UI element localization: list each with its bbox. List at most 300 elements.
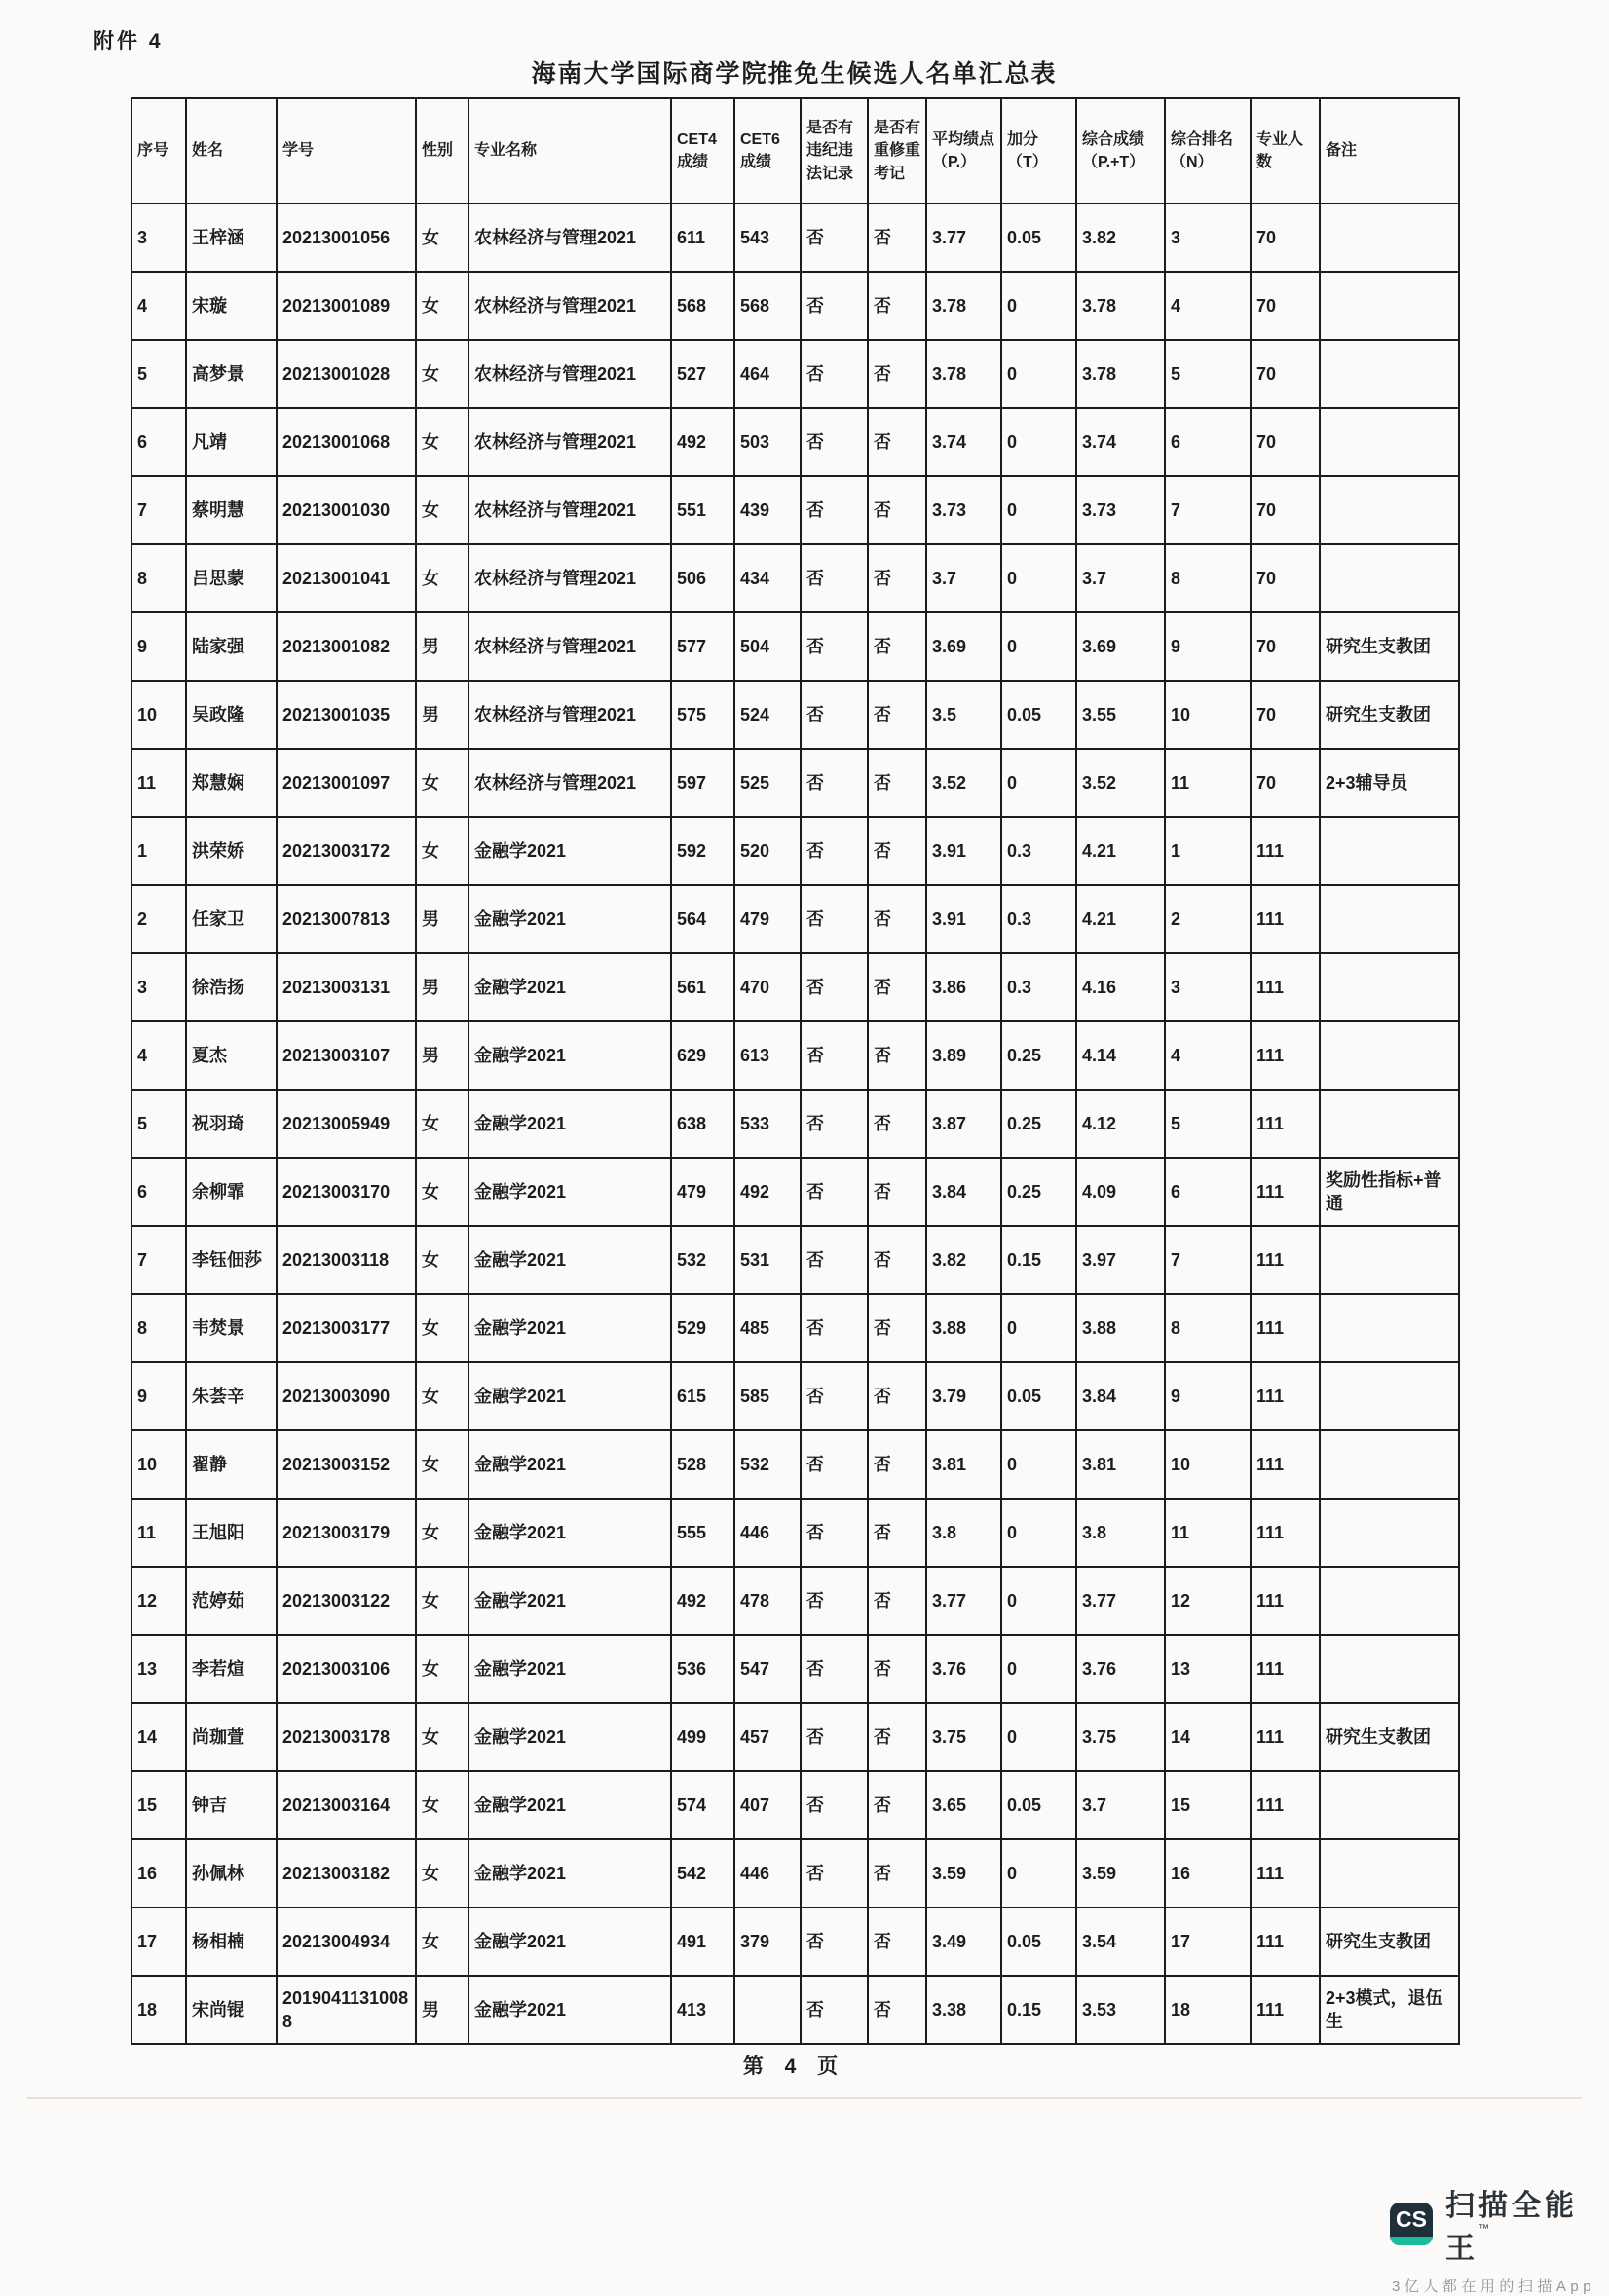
table-cell: 0 <box>1001 408 1076 476</box>
table-cell: 575 <box>671 681 734 749</box>
table-row <box>131 1703 1459 1771</box>
table-cell: 否 <box>801 749 868 817</box>
table-cell: 否 <box>801 476 868 544</box>
table-cell: 14 <box>131 1703 186 1771</box>
table-cell: 女 <box>416 1635 468 1703</box>
table-cell: 否 <box>868 1703 926 1771</box>
table-cell: 宋璇 <box>186 272 277 340</box>
trademark-mark: ™ <box>1478 2223 1489 2235</box>
table-cell: 3.78 <box>926 272 1001 340</box>
column-header: 专业人数 <box>1251 98 1320 204</box>
table-cell: 15 <box>131 1771 186 1839</box>
table-cell: 研究生支教团 <box>1320 681 1459 749</box>
table-cell: 3.91 <box>926 817 1001 885</box>
table-cell: 女 <box>416 817 468 885</box>
table-cell: 3.88 <box>926 1294 1001 1362</box>
table-cell: 否 <box>868 1021 926 1090</box>
table-cell: 0 <box>1001 1430 1076 1499</box>
table-cell: 否 <box>801 1158 868 1226</box>
table-cell: 3.77 <box>1076 1567 1165 1635</box>
table-cell: 金融学2021 <box>468 1635 671 1703</box>
table-cell: 434 <box>734 544 801 612</box>
table-cell: 3.89 <box>926 1021 1001 1090</box>
table-cell <box>1320 1362 1459 1430</box>
table-cell: 4 <box>1165 272 1251 340</box>
table-cell: 20213003179 <box>277 1499 416 1567</box>
table-cell: 3.78 <box>926 340 1001 408</box>
table-cell: 韦焚景 <box>186 1294 277 1362</box>
table-cell: 否 <box>868 749 926 817</box>
attachment-label: 附件 4 <box>94 30 164 53</box>
table-cell: 奖励性指标+普通 <box>1320 1158 1459 1226</box>
table-cell: 20213003118 <box>277 1226 416 1294</box>
table-cell: 4 <box>1165 1021 1251 1090</box>
table-row <box>131 1021 1459 1090</box>
table-cell: 3.76 <box>1076 1635 1165 1703</box>
table-cell: 20213003107 <box>277 1021 416 1090</box>
table-cell <box>1320 817 1459 885</box>
table-cell: 农林经济与管理2021 <box>468 681 671 749</box>
table-cell: 506 <box>671 544 734 612</box>
table-cell: 2 <box>131 885 186 953</box>
table-cell: 否 <box>801 1976 868 2044</box>
table-cell: 12 <box>131 1567 186 1635</box>
table-cell: 20213001082 <box>277 612 416 681</box>
table-cell: 否 <box>801 817 868 885</box>
table-cell: 3.86 <box>926 953 1001 1021</box>
table-cell: 否 <box>868 408 926 476</box>
table-cell: 2+3模式，退伍生 <box>1320 1976 1459 2044</box>
table-cell: 女 <box>416 1362 468 1430</box>
table-cell: 否 <box>801 612 868 681</box>
table-cell: 111 <box>1251 1499 1320 1567</box>
table-cell: 491 <box>671 1907 734 1976</box>
table-cell: 孙佩林 <box>186 1839 277 1907</box>
table-cell: 3.91 <box>926 885 1001 953</box>
footer-page-number: 第 4 页 <box>742 2055 846 2078</box>
table-cell: 504 <box>734 612 801 681</box>
table-cell: 15 <box>1165 1771 1251 1839</box>
table-cell: 20213004934 <box>277 1907 416 1976</box>
table-cell: 尚珈萱 <box>186 1703 277 1771</box>
table-cell: 0 <box>1001 1567 1076 1635</box>
table-cell: 8 <box>131 1294 186 1362</box>
table-cell: 111 <box>1251 1907 1320 1976</box>
table-cell: 男 <box>416 885 468 953</box>
table-cell: 479 <box>734 885 801 953</box>
table-cell: 否 <box>868 1090 926 1158</box>
table-cell: 3.84 <box>926 1158 1001 1226</box>
table-cell: 0.05 <box>1001 1362 1076 1430</box>
table-cell: 3.52 <box>1076 749 1165 817</box>
table-cell: 20213005949 <box>277 1090 416 1158</box>
table-cell: 9 <box>131 612 186 681</box>
table-cell: 农林经济与管理2021 <box>468 204 671 272</box>
table-row <box>131 1158 1459 1226</box>
table-cell: 479 <box>671 1158 734 1226</box>
table-cell: 503 <box>734 408 801 476</box>
table-cell: 金融学2021 <box>468 1158 671 1226</box>
table-cell: 20213001030 <box>277 476 416 544</box>
table-cell: 3.77 <box>926 204 1001 272</box>
table-cell: 否 <box>801 953 868 1021</box>
table-cell: 金融学2021 <box>468 1907 671 1976</box>
table-cell: 111 <box>1251 1976 1320 2044</box>
table-cell: 485 <box>734 1294 801 1362</box>
table-cell: 宋尚锟 <box>186 1976 277 2044</box>
app-name-text: 扫描全能王 <box>1445 2190 1578 2265</box>
table-cell: 574 <box>671 1771 734 1839</box>
table-cell: 555 <box>671 1499 734 1567</box>
table-cell: 111 <box>1251 1362 1320 1430</box>
table-cell: 111 <box>1251 1703 1320 1771</box>
table-cell: 金融学2021 <box>468 1362 671 1430</box>
table-cell: 111 <box>1251 1090 1320 1158</box>
table-cell: 否 <box>801 1430 868 1499</box>
table-cell: 10 <box>1165 681 1251 749</box>
table-cell: 20190411310088 <box>277 1976 416 2044</box>
table-cell: 钟吉 <box>186 1771 277 1839</box>
table-cell: 吕思蒙 <box>186 544 277 612</box>
table-cell: 否 <box>868 340 926 408</box>
table-cell: 女 <box>416 1158 468 1226</box>
table-cell: 女 <box>416 1567 468 1635</box>
cs-logo-letters: CS <box>1396 2206 1427 2232</box>
table-cell: 女 <box>416 476 468 544</box>
table-row <box>131 1567 1459 1635</box>
table-cell: 否 <box>801 1567 868 1635</box>
table-cell: 6 <box>1165 1158 1251 1226</box>
table-cell: 否 <box>801 1226 868 1294</box>
table-cell: 3.8 <box>1076 1499 1165 1567</box>
table-cell: 朱荟辛 <box>186 1362 277 1430</box>
column-header: 是否有重修重考记 <box>868 98 926 204</box>
table-cell: 528 <box>671 1430 734 1499</box>
table-cell: 5 <box>1165 340 1251 408</box>
table-cell: 439 <box>734 476 801 544</box>
table-cell: 凡靖 <box>186 408 277 476</box>
table-cell: 70 <box>1251 749 1320 817</box>
table-cell: 女 <box>416 272 468 340</box>
column-header: 综合排名（N） <box>1165 98 1251 204</box>
table-cell: 551 <box>671 476 734 544</box>
table-row <box>131 1635 1459 1703</box>
table-cell: 金融学2021 <box>468 1976 671 2044</box>
table-row <box>131 1294 1459 1362</box>
table-cell: 否 <box>868 1362 926 1430</box>
table-cell: 3.81 <box>1076 1430 1165 1499</box>
table-cell: 郑慧娴 <box>186 749 277 817</box>
table-cell: 研究生支教团 <box>1320 1703 1459 1771</box>
table-cell: 0 <box>1001 340 1076 408</box>
table-cell: 女 <box>416 1430 468 1499</box>
table-cell: 陆家强 <box>186 612 277 681</box>
table-cell: 20213001028 <box>277 340 416 408</box>
table-cell: 8 <box>1165 1294 1251 1362</box>
table-cell: 3.69 <box>1076 612 1165 681</box>
table-cell: 金融学2021 <box>468 1430 671 1499</box>
table-cell: 0.25 <box>1001 1021 1076 1090</box>
table-cell: 543 <box>734 204 801 272</box>
table-cell: 446 <box>734 1839 801 1907</box>
table-cell: 70 <box>1251 681 1320 749</box>
table-cell: 0.05 <box>1001 1771 1076 1839</box>
table-cell: 3 <box>1165 204 1251 272</box>
table-cell: 3.5 <box>926 681 1001 749</box>
table-cell: 0.25 <box>1001 1090 1076 1158</box>
table-cell: 3.52 <box>926 749 1001 817</box>
column-header: 平均绩点（P.） <box>926 98 1001 204</box>
page-title: 海南大学国际商学院推免生候选人名单汇总表 <box>531 60 1058 88</box>
table-cell: 542 <box>671 1839 734 1907</box>
table-cell: 否 <box>801 544 868 612</box>
table-cell: 男 <box>416 612 468 681</box>
table-cell: 111 <box>1251 1294 1320 1362</box>
table-cell: 0.15 <box>1001 1976 1076 2044</box>
table-cell: 男 <box>416 681 468 749</box>
column-header: 加分（T） <box>1001 98 1076 204</box>
table-cell: 3.7 <box>1076 544 1165 612</box>
table-cell: 否 <box>868 612 926 681</box>
table-cell: 否 <box>868 885 926 953</box>
table-cell <box>1320 885 1459 953</box>
table-cell: 否 <box>868 476 926 544</box>
table-cell: 否 <box>868 1635 926 1703</box>
table-cell: 457 <box>734 1703 801 1771</box>
table-cell: 金融学2021 <box>468 1499 671 1567</box>
table-cell: 532 <box>734 1430 801 1499</box>
table-cell: 金融学2021 <box>468 885 671 953</box>
table-cell: 金融学2021 <box>468 1703 671 1771</box>
table-cell: 111 <box>1251 1021 1320 1090</box>
table-cell: 3.78 <box>1076 340 1165 408</box>
table-cell: 3.74 <box>1076 408 1165 476</box>
column-header: 是否有违纪违法记录 <box>801 98 868 204</box>
table-cell: 农林经济与管理2021 <box>468 476 671 544</box>
table-cell: 2+3辅导员 <box>1320 749 1459 817</box>
table-cell: 111 <box>1251 1635 1320 1703</box>
table-cell: 7 <box>131 1226 186 1294</box>
table-cell: 3.97 <box>1076 1226 1165 1294</box>
table-cell: 20213003182 <box>277 1839 416 1907</box>
table-cell: 6 <box>131 408 186 476</box>
table-cell: 0 <box>1001 476 1076 544</box>
table-cell: 70 <box>1251 408 1320 476</box>
table-row <box>131 953 1459 1021</box>
table-cell: 20213001035 <box>277 681 416 749</box>
table-cell: 536 <box>671 1635 734 1703</box>
table-cell: 0 <box>1001 1635 1076 1703</box>
table-cell: 金融学2021 <box>468 1021 671 1090</box>
summary-table <box>131 97 1460 2045</box>
table-cell: 3.65 <box>926 1771 1001 1839</box>
table-row <box>131 476 1459 544</box>
column-header: 综合成绩（P.+T） <box>1076 98 1165 204</box>
table-cell: 金融学2021 <box>468 1294 671 1362</box>
table-cell: 20213001056 <box>277 204 416 272</box>
table-cell: 9 <box>1165 1362 1251 1430</box>
table-cell: 111 <box>1251 817 1320 885</box>
table-cell: 16 <box>131 1839 186 1907</box>
table-cell: 0 <box>1001 749 1076 817</box>
table-cell: 0 <box>1001 544 1076 612</box>
table-row <box>131 749 1459 817</box>
table-cell: 20213003152 <box>277 1430 416 1499</box>
table-cell: 499 <box>671 1703 734 1771</box>
table-cell: 3.74 <box>926 408 1001 476</box>
table-cell: 否 <box>868 1567 926 1635</box>
table-cell: 否 <box>868 272 926 340</box>
cs-logo-teal-strip <box>1390 2237 1433 2245</box>
table-cell: 111 <box>1251 1839 1320 1907</box>
table-cell <box>1320 1090 1459 1158</box>
table-cell: 20213003131 <box>277 953 416 1021</box>
table-cell: 13 <box>1165 1635 1251 1703</box>
table-cell: 3.69 <box>926 612 1001 681</box>
table-cell: 577 <box>671 612 734 681</box>
table-cell: 20213003178 <box>277 1703 416 1771</box>
table-cell: 529 <box>671 1294 734 1362</box>
table-cell: 4.14 <box>1076 1021 1165 1090</box>
table-cell: 蔡明慧 <box>186 476 277 544</box>
table-cell: 0 <box>1001 1499 1076 1567</box>
table-cell: 592 <box>671 817 734 885</box>
table-cell: 6 <box>1165 408 1251 476</box>
table-cell: 0.15 <box>1001 1226 1076 1294</box>
table-cell: 否 <box>868 1771 926 1839</box>
table-cell: 农林经济与管理2021 <box>468 340 671 408</box>
table-cell: 638 <box>671 1090 734 1158</box>
table-cell: 597 <box>671 749 734 817</box>
table-cell: 525 <box>734 749 801 817</box>
table-cell: 527 <box>671 340 734 408</box>
table-cell: 3.73 <box>1076 476 1165 544</box>
table-cell: 111 <box>1251 1158 1320 1226</box>
table-cell <box>1320 340 1459 408</box>
table-cell: 否 <box>868 817 926 885</box>
table-cell: 16 <box>1165 1839 1251 1907</box>
table-cell: 446 <box>734 1499 801 1567</box>
table-cell: 否 <box>868 1499 926 1567</box>
table-cell: 3.75 <box>1076 1703 1165 1771</box>
table-cell: 0.3 <box>1001 817 1076 885</box>
table-cell: 农林经济与管理2021 <box>468 612 671 681</box>
table-cell: 否 <box>868 1907 926 1976</box>
table-cell: 17 <box>131 1907 186 1976</box>
table-cell: 4 <box>131 272 186 340</box>
table-cell: 492 <box>734 1158 801 1226</box>
table-cell: 70 <box>1251 340 1320 408</box>
table-row <box>131 272 1459 340</box>
table-cell: 111 <box>1251 1430 1320 1499</box>
table-cell: 否 <box>801 1294 868 1362</box>
table-cell: 3.73 <box>926 476 1001 544</box>
table-cell: 0 <box>1001 272 1076 340</box>
table-cell: 3.78 <box>1076 272 1165 340</box>
camscanner-logo-icon <box>1390 2203 1433 2245</box>
table-cell: 3.54 <box>1076 1907 1165 1976</box>
table-cell: 女 <box>416 340 468 408</box>
table-cell: 洪荣娇 <box>186 817 277 885</box>
table-cell: 3.75 <box>926 1703 1001 1771</box>
table-cell: 否 <box>801 272 868 340</box>
table-cell: 金融学2021 <box>468 1226 671 1294</box>
table-cell: 6 <box>131 1158 186 1226</box>
column-header: CET4成绩 <box>671 98 734 204</box>
table-cell: 20213001068 <box>277 408 416 476</box>
table-cell: 金融学2021 <box>468 1839 671 1907</box>
table-cell: 3.59 <box>1076 1839 1165 1907</box>
table-cell: 金融学2021 <box>468 1090 671 1158</box>
camscanner-badge <box>1390 2181 1609 2296</box>
table-cell: 金融学2021 <box>468 1771 671 1839</box>
table-cell <box>1320 1499 1459 1567</box>
table-cell: 20213003177 <box>277 1294 416 1362</box>
table-cell: 379 <box>734 1907 801 1976</box>
table-cell: 男 <box>416 1976 468 2044</box>
table-cell: 否 <box>801 681 868 749</box>
table-cell: 4.21 <box>1076 885 1165 953</box>
table-cell: 568 <box>734 272 801 340</box>
table-row <box>131 1771 1459 1839</box>
table-cell: 7 <box>1165 1226 1251 1294</box>
table-cell: 524 <box>734 681 801 749</box>
table-cell: 470 <box>734 953 801 1021</box>
table-cell: 否 <box>801 204 868 272</box>
table-cell: 杨相楠 <box>186 1907 277 1976</box>
table-cell: 11 <box>1165 749 1251 817</box>
table-cell: 女 <box>416 749 468 817</box>
table-row <box>131 1839 1459 1907</box>
table-cell: 533 <box>734 1090 801 1158</box>
table-row <box>131 1430 1459 1499</box>
table-cell: 女 <box>416 1294 468 1362</box>
table-cell: 5 <box>131 1090 186 1158</box>
table-cell: 女 <box>416 1226 468 1294</box>
table-row <box>131 544 1459 612</box>
table-cell: 3.79 <box>926 1362 1001 1430</box>
table-cell: 532 <box>671 1226 734 1294</box>
table-cell: 3 <box>131 953 186 1021</box>
table-cell: 农林经济与管理2021 <box>468 749 671 817</box>
table-cell: 3.7 <box>926 544 1001 612</box>
table-cell: 0 <box>1001 1294 1076 1362</box>
table-cell: 20213003164 <box>277 1771 416 1839</box>
table-cell: 否 <box>868 1226 926 1294</box>
table-cell: 否 <box>868 1158 926 1226</box>
table-cell: 3.55 <box>1076 681 1165 749</box>
table-cell: 3.81 <box>926 1430 1001 1499</box>
table-cell: 568 <box>671 272 734 340</box>
table-cell: 王旭阳 <box>186 1499 277 1567</box>
table-cell: 11 <box>1165 1499 1251 1567</box>
table-cell: 夏杰 <box>186 1021 277 1090</box>
table-cell: 407 <box>734 1771 801 1839</box>
table-cell: 18 <box>1165 1976 1251 2044</box>
table-cell: 0.05 <box>1001 1907 1076 1976</box>
table-cell: 3.49 <box>926 1907 1001 1976</box>
table-cell: 女 <box>416 544 468 612</box>
table-cell: 11 <box>131 749 186 817</box>
table-cell: 10 <box>131 1430 186 1499</box>
table-cell: 女 <box>416 1839 468 1907</box>
table-cell: 李钰佃莎 <box>186 1226 277 1294</box>
table-cell: 20213003122 <box>277 1567 416 1635</box>
table-cell: 531 <box>734 1226 801 1294</box>
table-cell: 女 <box>416 408 468 476</box>
table-cell: 吴政隆 <box>186 681 277 749</box>
table-row <box>131 408 1459 476</box>
